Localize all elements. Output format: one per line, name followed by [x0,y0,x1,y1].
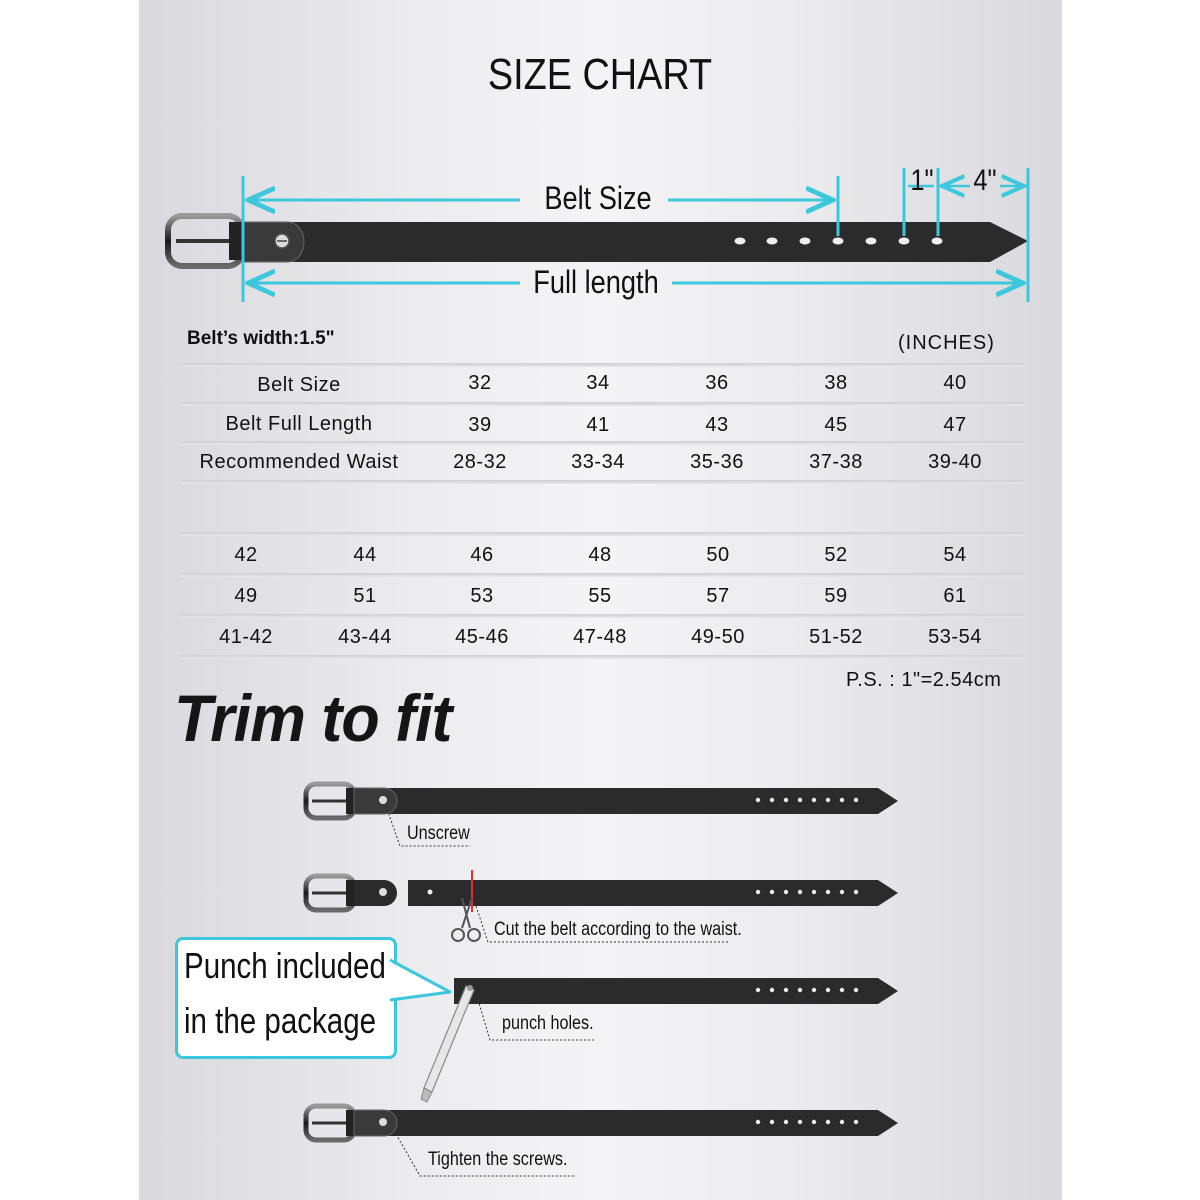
step3-belt [421,978,898,1102]
length-cell: 47 [943,414,967,436]
size-cell: 42 [234,544,258,566]
step-tighten-label: Tighten the screws. [428,1149,568,1170]
step-unscrew-label: Unscrew [407,823,470,844]
waist-cell: 37-38 [809,451,863,473]
belt-hole [833,238,844,245]
step-punch-label: punch holes. [502,1013,594,1034]
page-title: SIZE CHART [487,50,713,99]
step1-belt [306,784,898,846]
length-cell: 59 [824,585,848,607]
waist-cell: 47-48 [573,626,627,648]
length-cell: 61 [943,585,967,607]
size-cell: 32 [468,372,492,394]
step4-belt [306,1106,898,1176]
table-rule [181,655,1024,659]
length-cell: 53 [470,585,494,607]
waist-cell: 28-32 [453,451,507,473]
size-cell: 36 [705,372,729,394]
length-cell: 41 [586,414,610,436]
table-rule [181,441,1024,445]
trim-heading: Trim to fit [174,681,452,755]
waist-cell: 53-54 [928,626,982,648]
waist-cell: 49-50 [691,626,745,648]
table-rule [181,402,1024,406]
step-cut-label: Cut the belt according to the waist. [494,919,742,940]
waist-cell: 39-40 [928,451,982,473]
length-cell: 43 [705,414,729,436]
belt-hole [932,238,943,245]
row-label-belt-size: Belt Size [257,374,341,396]
belt-width-note: Belt’s width:1.5" [187,328,335,349]
size-cell: 52 [824,544,848,566]
table-rule [181,614,1024,618]
main-belt [168,216,1028,266]
size-cell: 34 [586,372,610,394]
belt-tab [244,222,304,262]
waist-cell: 45-46 [455,626,509,648]
row-label-waist: Recommended Waist [199,451,399,473]
size-cell: 40 [943,372,967,394]
size-cell: 44 [353,544,377,566]
callout-line-1: Punch included [184,945,386,986]
one-inch-label: 1" [910,164,934,197]
four-inch-label: 4" [973,164,997,197]
belt-hole [735,238,746,245]
conversion-note: P.S. : 1"=2.54cm [846,669,1002,691]
belt-hole [899,238,910,245]
belt-hole [866,238,877,245]
belt-strap [244,222,1028,262]
full-length-label: Full length [533,264,659,300]
size-cell: 54 [943,544,967,566]
length-cell: 39 [468,414,492,436]
table-rule [181,573,1024,577]
waist-cell: 33-34 [571,451,625,473]
waist-cell: 43-44 [338,626,392,648]
size-cell: 50 [706,544,730,566]
table-rule [181,363,1024,367]
belt-hole [800,238,811,245]
length-cell: 49 [234,585,258,607]
length-cell: 57 [706,585,730,607]
length-cell: 51 [353,585,377,607]
size-cell: 38 [824,372,848,394]
waist-cell: 51-52 [809,626,863,648]
length-cell: 45 [824,414,848,436]
length-cell: 55 [588,585,612,607]
belt-hole [767,238,778,245]
belt-size-label: Belt Size [544,180,652,216]
size-cell: 46 [470,544,494,566]
waist-cell: 41-42 [219,626,273,648]
waist-cell: 35-36 [690,451,744,473]
callout-line-2: in the package [184,1000,377,1041]
table-rule [181,532,1024,536]
row-label-full-length: Belt Full Length [225,413,373,435]
unit-note: (INCHES) [898,332,995,354]
punch-tool-icon [421,985,474,1102]
size-cell: 48 [588,544,612,566]
table-rule [181,480,1024,484]
